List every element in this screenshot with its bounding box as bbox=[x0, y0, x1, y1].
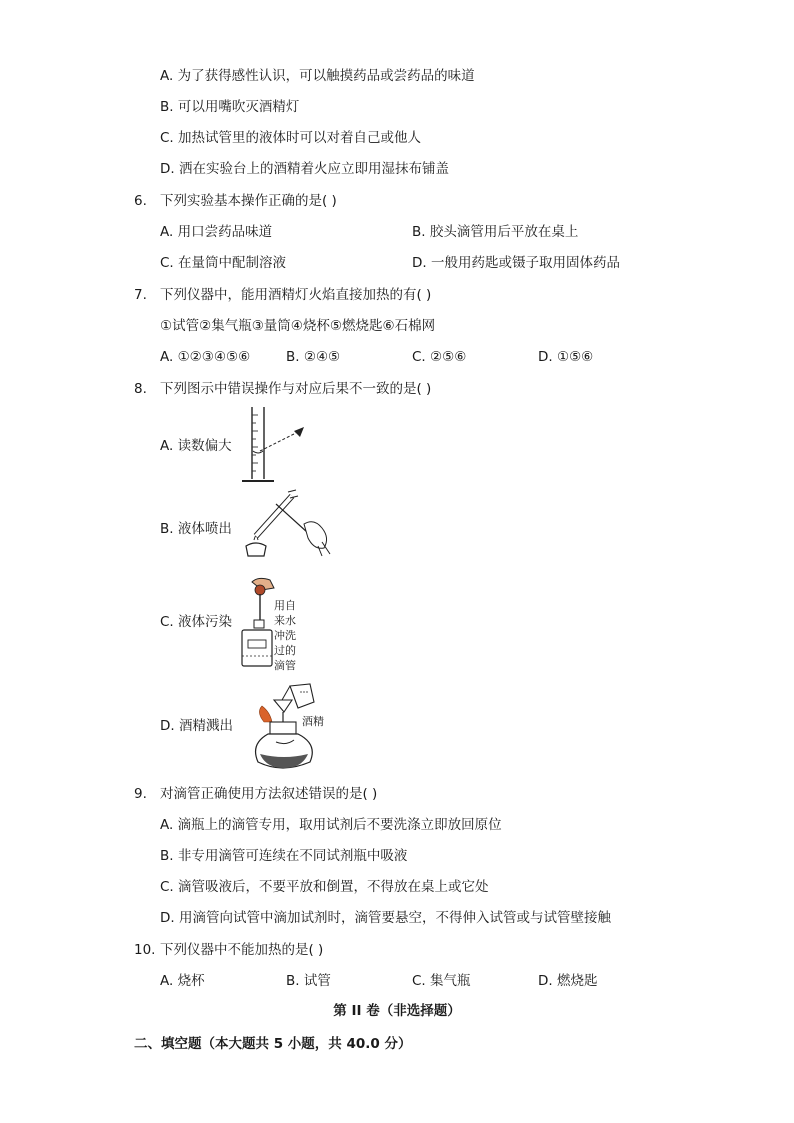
q5-option-d: D. 洒在实验台上的酒精着火应立即用湿抹布铺盖 bbox=[160, 161, 449, 177]
q6-option-b: B. 胶头滴管用后平放在桌上 bbox=[412, 224, 579, 240]
q10-option-b: B. 试管 bbox=[286, 973, 331, 989]
q7-instrument-list: ①试管②集气瓶③量筒④烧杯⑤燃烧匙⑥石棉网 bbox=[160, 318, 436, 334]
q9-option-a: A. 滴瓶上的滴管专用，取用试剂后不要洗涤立即放回原位 bbox=[160, 817, 502, 833]
q9-option-b: B. 非专用滴管可连续在不同试剂瓶中吸液 bbox=[160, 848, 408, 864]
fig-c-label-2: 来水 bbox=[274, 614, 296, 627]
q9-option-d: D. 用滴管向试管中滴加试剂时，滴管要悬空，不得伸入试管或与试管壁接触 bbox=[160, 910, 611, 926]
q8-option-c: C. 液体污染 bbox=[160, 614, 233, 630]
q6-number: 6. bbox=[134, 193, 147, 209]
q10-stem: 下列仪器中不能加热的是( ) bbox=[160, 942, 324, 958]
fig-d-label: 酒精 bbox=[302, 715, 324, 728]
q5-option-c: C. 加热试管里的液体时可以对着自己或他人 bbox=[160, 130, 422, 146]
q9-stem: 对滴管正确使用方法叙述错误的是( ) bbox=[160, 786, 378, 802]
q8-number: 8. bbox=[134, 381, 147, 397]
fig-c-label-5: 滴管 bbox=[274, 659, 296, 672]
q7-option-c: C. ②⑤⑥ bbox=[412, 349, 467, 365]
q8-option-d: D. 酒精溅出 bbox=[160, 718, 233, 734]
q7-option-d: D. ①⑤⑥ bbox=[538, 349, 594, 365]
q10-option-d: D. 燃烧匙 bbox=[538, 973, 598, 989]
q5-option-a: A. 为了获得感性认识，可以触摸药品或尝药品的味道 bbox=[160, 68, 475, 84]
q7-option-a: A. ①②③④⑤⑥ bbox=[160, 349, 251, 365]
q6-option-a: A. 用口尝药品味道 bbox=[160, 224, 273, 240]
q10-number: 10. bbox=[134, 942, 156, 958]
heating-test-tube-figure bbox=[236, 488, 338, 560]
q7-number: 7. bbox=[134, 287, 147, 303]
fig-c-label-3: 冲洗 bbox=[274, 629, 296, 642]
fig-c-label-4: 过的 bbox=[274, 644, 296, 657]
q6-option-c: C. 在量筒中配制溶液 bbox=[160, 255, 287, 271]
dropper-bottle-figure bbox=[236, 576, 276, 670]
q8-option-b: B. 液体喷出 bbox=[160, 521, 232, 537]
q9-option-c: C. 滴管吸液后，不要平放和倒置，不得放在桌上或它处 bbox=[160, 879, 489, 895]
q8-option-a: A. 读数偏大 bbox=[160, 438, 232, 454]
q8-stem: 下列图示中错误操作与对应后果不一致的是( ) bbox=[160, 381, 432, 397]
fig-c-label-1: 用自 bbox=[274, 599, 296, 612]
q10-option-c: C. 集气瓶 bbox=[412, 973, 471, 989]
q6-stem: 下列实验基本操作正确的是( ) bbox=[160, 193, 337, 209]
q9-number: 9. bbox=[134, 786, 147, 802]
q10-option-a: A. 烧杯 bbox=[160, 973, 205, 989]
q7-stem: 下列仪器中，能用酒精灯火焰直接加热的有( ) bbox=[160, 287, 432, 303]
q7-option-b: B. ②④⑤ bbox=[286, 349, 341, 365]
q5-option-b: B. 可以用嘴吹灭酒精灯 bbox=[160, 99, 300, 115]
graduated-cylinder-figure bbox=[238, 403, 308, 485]
section-2-heading: 二、填空题（本大题共 5 小题，共 40.0 分） bbox=[134, 1036, 412, 1052]
q6-option-d: D. 一般用药匙或镊子取用固体药品 bbox=[412, 255, 620, 271]
part-2-title: 第 II 卷（非选择题） bbox=[333, 1003, 461, 1019]
